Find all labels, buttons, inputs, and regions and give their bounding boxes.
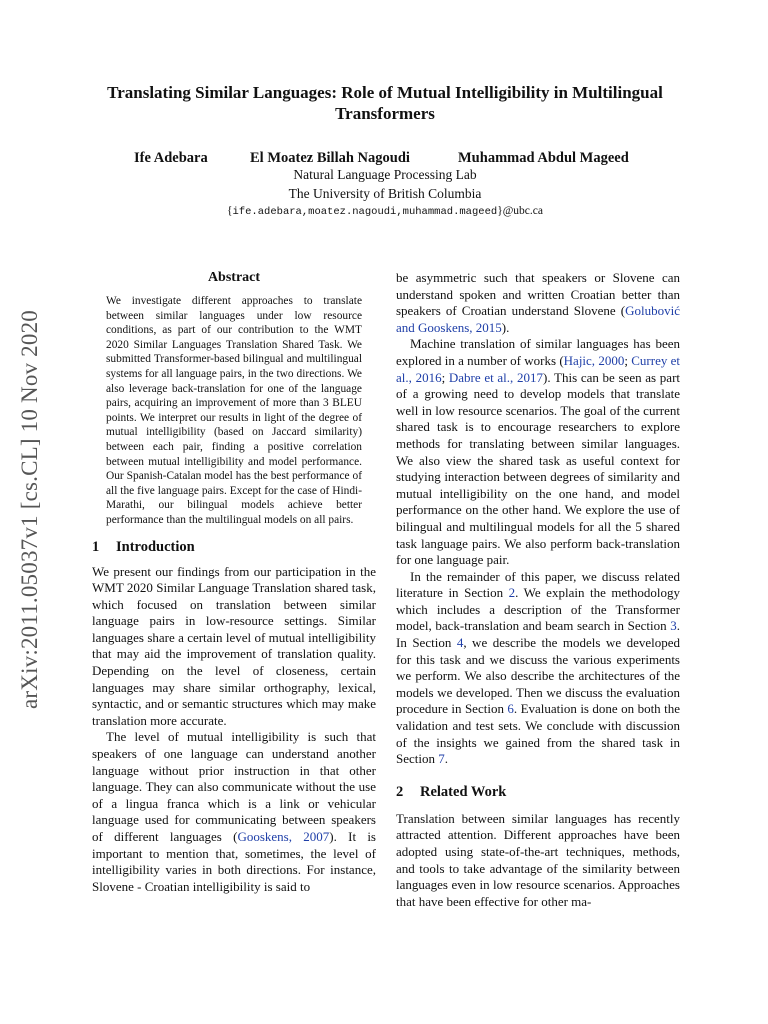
email-users: ife.adebara,moatez.nagoudi,muhammad.mageed <box>232 206 498 218</box>
citation-link[interactable]: Gooskens, 2007 <box>237 829 330 844</box>
text-run: In the remainder of this paper, we discuss related literature in Section <box>396 568 680 601</box>
email-prefix: { <box>227 205 233 217</box>
text-run: Machine translation of similar languages has been explored in a number of works ( <box>396 336 680 368</box>
intro-paragraph-3 <box>396 336 680 568</box>
left-column <box>92 270 376 895</box>
text-run: ; <box>441 369 449 385</box>
section-ref-link[interactable]: 6 <box>507 701 514 717</box>
citation-link[interactable]: Hajic, 2000 <box>563 352 625 368</box>
section-title: Related Work <box>420 783 507 800</box>
citation-link[interactable]: Dabre et al., 2017 <box>448 369 543 385</box>
text-run: ). This can be seen as part of a growing need to develop models that translate well in low resource scenarios. The goal of the current shared task is to encourage researchers to explore methods for translating between similar languages. We also view the shared task as useful context for studying interaction between degrees of similarity and mutual intelligibility on the one hand, and model performance on the other hand. We explore the use of bilingual and multilingual models for all the 5 shared task language pairs. We also perform back-translation for one language pair. <box>396 369 681 568</box>
abstract-heading: Abstract <box>207 270 261 285</box>
intro-paragraph-1: We present our findings from our participation in the WMT 2020 Similar Language Translation shared task, which focused on translation between similar language pairs in low-resource settings. Similar languages share a certain level of mutual intelligibility that may aid the improvement of translation quality. Depending on the level of closeness, certain languages may share similar orthography, lexical, syntactic, and or semantic structures which may make translation more accurate. <box>92 563 376 728</box>
author-emails <box>90 205 680 218</box>
author-name: Ife Adebara <box>134 150 208 166</box>
section-number: 1 <box>92 538 100 555</box>
intro-paragraph-4 <box>396 569 680 768</box>
section-ref-link[interactable]: 3 <box>670 618 677 634</box>
section-ref-link[interactable]: 2 <box>508 585 516 601</box>
text-run: be asymmetric such that speakers or Slovene can understand spoken and written Croatian better than speakers of Croatian understand Slovene ( <box>396 270 680 319</box>
author-name: El Moatez Billah Nagoudi <box>250 150 410 166</box>
section-number: 2 <box>396 783 404 800</box>
section-heading-related-work <box>396 782 680 802</box>
email-suffix: }@ubc.ca <box>497 205 543 217</box>
section-ref-link[interactable]: 4 <box>456 635 464 651</box>
affiliation-lab: Natural Language Processing Lab <box>293 167 477 182</box>
text-run: . Evaluation is done on both the validation and test sets. We conclude with discussion of the insights we gained from the shared task in Section <box>396 701 680 767</box>
affiliation-university: The University of British Columbia <box>288 186 482 201</box>
section-title: Introduction <box>116 538 195 555</box>
arxiv-identifier-stamp: arXiv:2011.05037v1 [cs.CL] 10 Nov 2020 <box>17 310 42 710</box>
text-run: . In Section <box>396 618 680 651</box>
text-run: . <box>444 751 448 767</box>
text-run: ; <box>624 352 632 368</box>
text-run: . We explain the methodology which includes a description of the Transformer model, back-translation and beam search in Section <box>396 585 680 634</box>
right-column <box>396 270 680 910</box>
citation-link[interactable]: Golubović and Gooskens, 2015 <box>396 303 680 335</box>
paper-title: Translating Similar Languages: Role of Mutual Intelligibility in Multilingual Transformers <box>107 83 663 123</box>
text-run: ). It is important to mention that, sometimes, the level of intelligibility varies in both directions. For instance, Slovene - Croatian intelligibility is said to <box>92 829 376 894</box>
text-run: The level of mutual intelligibility is such that speakers of one language can understand another language without prior instruction in that other language. They can also communicate without the use of a lingua franca which is a link or vehicular language used for communicating between speakers of different languages ( <box>92 729 376 844</box>
related-work-paragraph-1: Translation between similar languages has recently attracted attention. Different approaches have been adopted using state-of-the-art techniques, methods, and tools to take advantage of the similarity between languages even in low resource scenarios. Approaches that have been effective for other ma- <box>396 810 680 909</box>
abstract-text: We investigate different approaches to translate between similar languages under low resource conditions, as part of our contribution to the WMT 2020 Similar Languages Translation Shared Task. We submitted Transformer-based bilingual and multilingual systems for all language pairs, in the two directions. We also leverage back-translation for one of the language pairs, acquiring an improvement of more than 3 BLEU points. We interpret our results in light of the degree of mutual intelligibility (based on Jaccard similarity) between each pair, finding a positive correlation between mutual intelligibility and model performance. Our Spanish-Catalan model has the best performance of all the five language pairs. Except for the case of Hindi-Marathi, our bilingual models achieve better performance than the multilingual models on all pairs. <box>106 295 362 526</box>
text-run: ). <box>501 319 510 335</box>
section-ref-link[interactable]: 7 <box>438 751 445 767</box>
intro-paragraph-2-continued <box>396 270 680 336</box>
citation-link[interactable]: Currey et al., 2016 <box>396 352 680 385</box>
author-name: Muhammad Abdul Mageed <box>458 150 629 166</box>
section-heading-introduction <box>92 537 376 557</box>
intro-paragraph-2 <box>92 729 376 895</box>
text-run: , we describe the models we developed for this task and we discuss the various experiments we perform. We also describe the architectures of the models we developed. Then we discuss the evaluation procedure in Section <box>396 635 680 717</box>
